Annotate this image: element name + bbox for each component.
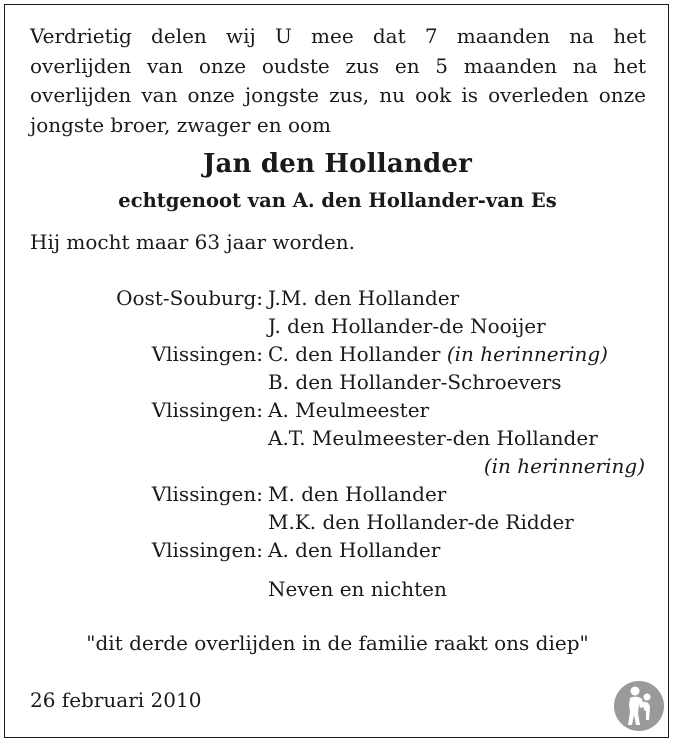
family-row	[0, 368, 675, 396]
family-person: A.T. Meulmeester-den Hollander	[268, 426, 598, 450]
notice-date: 26 februari 2010	[30, 688, 202, 712]
family-place: Vlissingen:	[151, 398, 263, 422]
family-person-name: C. den Hollander	[268, 342, 441, 366]
family-row	[0, 312, 675, 340]
family-row	[0, 340, 675, 368]
family-row	[0, 424, 675, 452]
family-row	[0, 396, 675, 424]
memorial-figure-icon	[613, 680, 665, 732]
intro-line: Verdrietig delen wij U mee dat 7 maanden na het	[30, 24, 646, 48]
in-memory-note: (in herinnering)	[483, 454, 645, 478]
intro-line: jongste broer, zwager en oom	[30, 112, 331, 137]
family-person: M.K. den Hollander-de Ridder	[268, 510, 574, 534]
deceased-name: Jan den Hollander	[202, 149, 472, 179]
family-person: J. den Hollander-de Nooijer	[268, 314, 546, 338]
family-person	[268, 340, 608, 370]
family-place: Oost-Souburg:	[116, 286, 263, 310]
family-row	[0, 480, 675, 508]
memorial-quote: "dit derde overlijden in de familie raakt ons diep"	[86, 631, 589, 655]
intro-line: overlijden van onze jongste zus, nu ook is overleden onze	[30, 83, 646, 107]
age-line: Hij mocht maar 63 jaar worden.	[30, 230, 355, 254]
family-row	[0, 508, 675, 536]
family-place: Vlissingen:	[151, 538, 263, 562]
family-person: A. Meulmeester	[268, 398, 430, 422]
intro-paragraph	[30, 22, 646, 140]
family-place: Vlissingen:	[151, 342, 263, 366]
family-person: Neven en nichten	[268, 577, 447, 601]
family-row	[0, 536, 675, 564]
family-person: M. den Hollander	[268, 482, 447, 506]
family-person: J.M. den Hollander	[268, 286, 460, 310]
in-memory-note: (in herinnering)	[446, 342, 608, 366]
family-row	[0, 452, 675, 480]
intro-line: overlijden van onze oudste zus en 5 maanden na het	[30, 53, 646, 78]
family-row	[0, 284, 675, 312]
family-person: B. den Hollander-Schroevers	[268, 370, 562, 394]
family-row	[0, 575, 675, 603]
spouse-line: echtgenoot van A. den Hollander-van Es	[118, 189, 557, 212]
family-place: Vlissingen:	[151, 482, 263, 506]
family-person: A. den Hollander	[268, 538, 441, 562]
